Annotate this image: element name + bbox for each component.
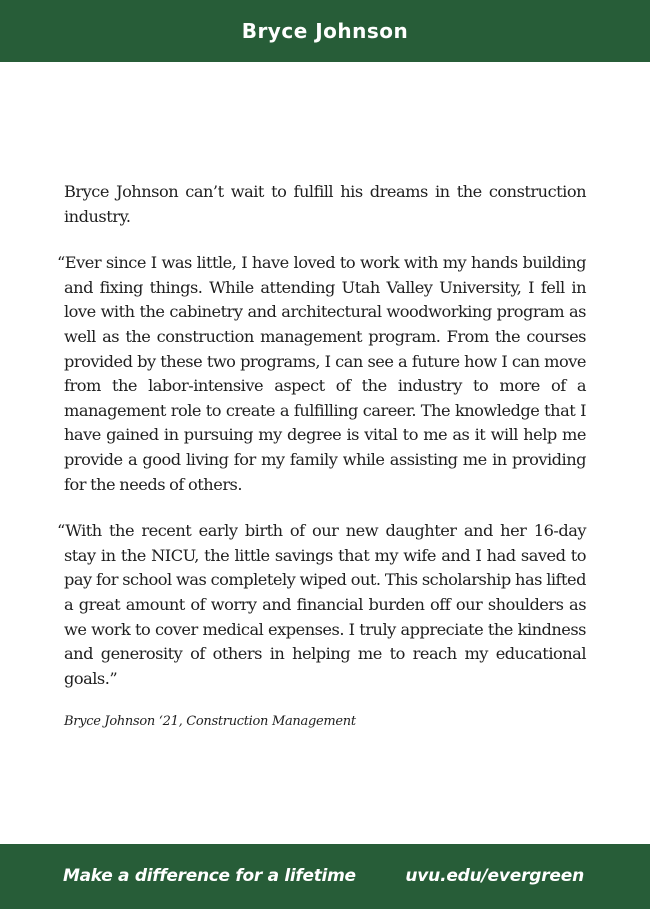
footer-url: uvu.edu/evergreen [405, 866, 584, 886]
intro-paragraph: Bryce Johnson can’t wait to fulfill his dreams in the construction industry. [64, 182, 586, 226]
quote-paragraph-1: “Ever since I was little, I have loved to work with my hands building and fixing things. While attending Utah Valley University, I fell in love with the cabinetry and architectural woodworking program as well as the construction management program. From the courses provided by these two programs, I can see a future how I can move from the labor-intensive aspect of the industry to more of a management role to create a fulfilling career. The knowledge that I have gained in pursuing my degree is vital to me as it will help me provide a good living for my family while assisting me in providing for the needs of others. [57, 253, 586, 494]
header-bar [0, 0, 650, 62]
profile-content [57, 180, 586, 731]
footer-bar [0, 844, 650, 909]
page-title: Bryce Johnson [241, 19, 409, 43]
quote-paragraph-2: “With the recent early birth of our new daughter and her 16-day stay in the NICU, the little savings that my wife and I had saved to pay for school was completely wiped out. This scholarship has lifted a great amount of worry and financial burden off our shoulders as we work to cover medical expenses. I truly appreciate the kindness and generosity of others in helping me to reach my educational goals.” [57, 521, 586, 688]
footer-tagline: Make a difference for a lifetime [63, 866, 356, 886]
attribution: Bryce Johnson ‘21, Construction Management [64, 714, 356, 730]
